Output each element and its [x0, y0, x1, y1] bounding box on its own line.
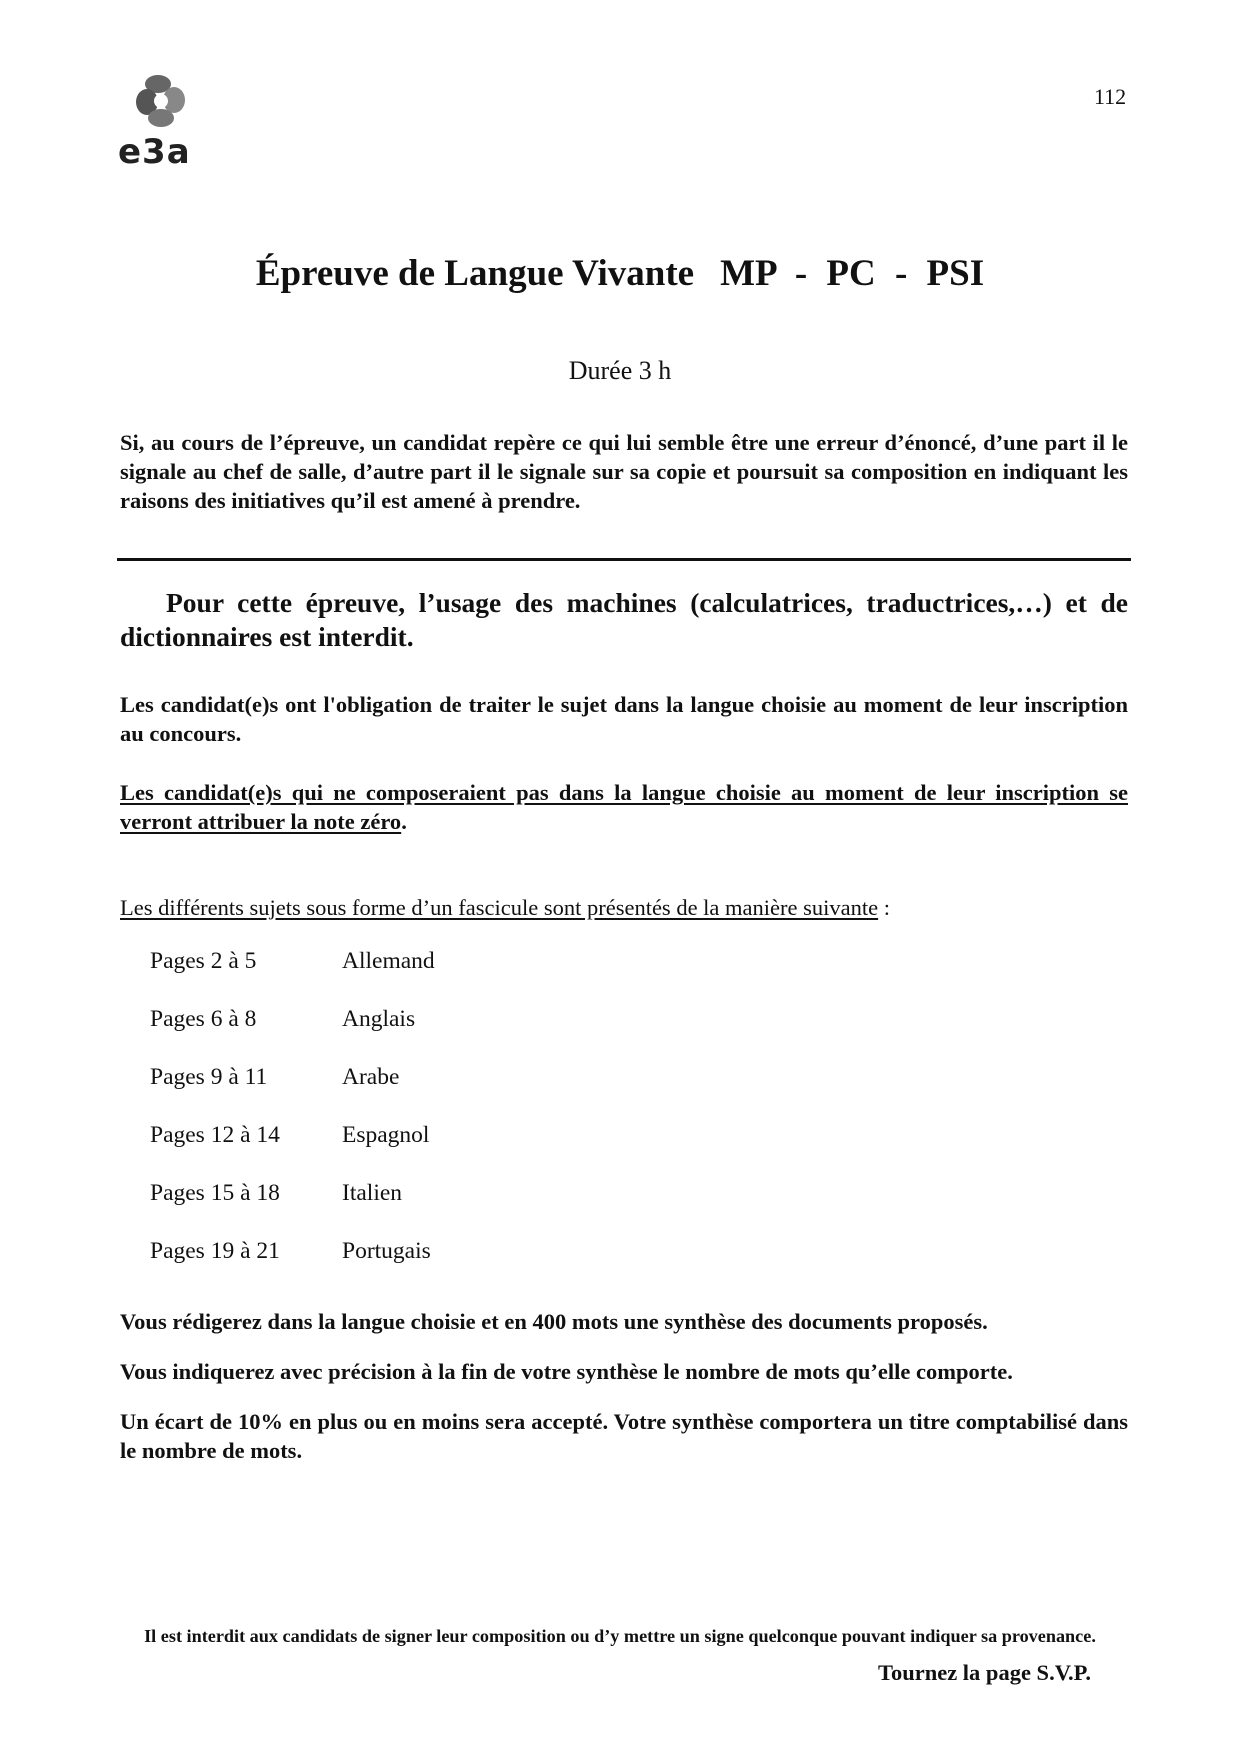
instruction-word-count: Vous rédigerez dans la langue choisie et en 400 mots une synthèse des documents proposés.	[120, 1309, 988, 1334]
subject-language: Espagnol	[342, 1122, 430, 1148]
subjects-intro-end: :	[878, 895, 890, 920]
subject-pages: Pages 2 à 5	[150, 948, 257, 974]
subject-language: Allemand	[342, 948, 435, 974]
subject-language: Anglais	[342, 1006, 416, 1032]
subject-row	[150, 1238, 435, 1296]
subject-language: Portugais	[342, 1238, 431, 1264]
logo-text: e3a	[118, 132, 191, 172]
e3a-logo-emblem-icon	[118, 72, 230, 134]
subjects-list	[150, 948, 435, 1296]
page-title	[0, 252, 1240, 295]
title-codes: MP - PC - PSI	[720, 253, 985, 294]
subject-row	[150, 1064, 435, 1122]
title-main: Épreuve de Langue Vivante	[255, 253, 695, 294]
error-notice: Si, au cours de l’épreuve, un candidat repère ce qui lui semble être une erreur d’énoncé, d’une part il le signale au chef de salle, d’autre part il le signale sur sa copie et poursuit sa composition en indiquant les raisons des initiatives qu’il est amené à prendre.	[120, 430, 1128, 513]
zero-notice	[120, 778, 1128, 836]
subjects-intro-underlined: Les différents sujets sous forme d’un fascicule sont présentés de la manière suivante	[120, 895, 879, 920]
subject-row	[150, 1180, 435, 1238]
subject-pages: Pages 19 à 21	[150, 1238, 280, 1264]
subject-row	[150, 1006, 435, 1064]
subject-language: Arabe	[342, 1064, 400, 1090]
turn-page-note: Tournez la page S.V.P.	[878, 1660, 1091, 1685]
section-divider	[117, 558, 1131, 561]
subject-pages: Pages 6 à 8	[150, 1006, 257, 1032]
subject-language: Italien	[342, 1180, 403, 1206]
subject-pages: Pages 15 à 18	[150, 1180, 280, 1206]
e3a-logo	[118, 72, 230, 172]
zero-notice-underlined: Les candidat(e)s qui ne composeraient pas dans la langue choisie au moment de leur inscription se verront attribuer la note zéro	[120, 780, 1128, 834]
subject-pages: Pages 12 à 14	[150, 1122, 280, 1148]
subject-row	[150, 948, 435, 1006]
instruction-tolerance: Un écart de 10% en plus ou en moins sera accepté. Votre synthèse comportera un titre comptabilisé dans le nombre de mots.	[120, 1409, 1128, 1463]
subjects-intro	[120, 893, 1128, 922]
subject-row	[150, 1122, 435, 1180]
exam-duration: Durée 3 h	[568, 356, 672, 385]
page-number: 112	[1094, 84, 1127, 109]
zero-notice-end: .	[401, 809, 407, 834]
machines-notice: Pour cette épreuve, l’usage des machines (calculatrices, traductrices,…) et de dictionnaires est interdit.	[120, 587, 1128, 652]
obligation-notice: Les candidat(e)s ont l'obligation de traiter le sujet dans la langue choisie au moment de leur inscription au concours.	[120, 692, 1128, 746]
subject-pages: Pages 9 à 11	[150, 1064, 268, 1090]
instruction-indicate-count: Vous indiquerez avec précision à la fin de votre synthèse le nombre de mots qu’elle comporte.	[120, 1359, 1013, 1384]
footer-notice: Il est interdit aux candidats de signer leur composition ou d’y mettre un signe quelconque pouvant indiquer sa provenance.	[144, 1626, 1096, 1646]
